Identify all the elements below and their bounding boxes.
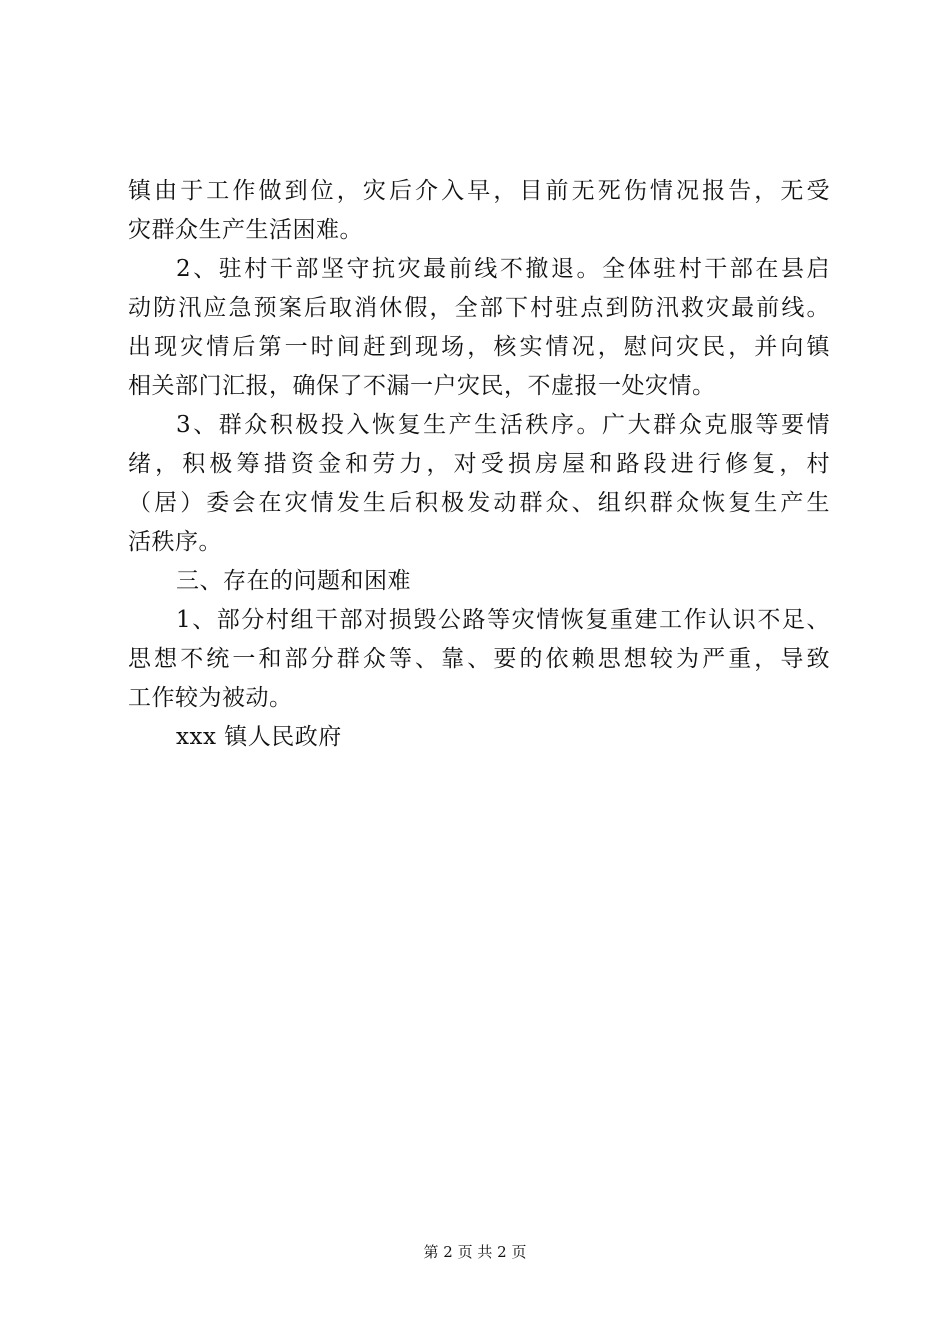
paragraph-line: 3、群众积极投入恢复生产生活秩序。广大群众克服等要情 [176,412,830,438]
paragraph-line: 2、驻村干部坚守抗灾最前线不撤退。全体驻村干部在县启 [176,256,830,282]
paragraph-line: 工作较为被动。 [128,685,293,711]
paragraph-line: 绪，积极筹措资金和劳力，对受损房屋和路段进行修复，村 [128,451,830,477]
paragraph-line: 思想不统一和部分群众等、靠、要的依赖思想较为严重，导致 [128,646,830,672]
paragraph-line: 灾群众生产生活困难。 [128,217,363,243]
section-heading: 三、存在的问题和困难 [176,568,411,594]
paragraph-line: 动防汛应急预案后取消休假，全部下村驻点到防汛救灾最前线。 [128,295,830,321]
paragraph-line: 出现灾情后第一时间赶到现场，核实情况，慰问灾民，并向镇 [128,334,830,360]
paragraph-line: （居）委会在灾情发生后积极发动群众、组织群众恢复生产生 [128,490,830,516]
document-body [128,172,830,757]
paragraph-line: 1、部分村组干部对损毁公路等灾情恢复重建工作认识不足、 [176,607,830,633]
page-number-footer: 第 2 页 共 2 页 [423,1243,527,1261]
paragraph-line: 相关部门汇报，确保了不漏一户灾民，不虚报一处灾情。 [128,373,716,399]
signature-line: xxx 镇人民政府 [176,724,342,750]
paragraph-line: 镇由于工作做到位，灾后介入早，目前无死伤情况报告，无受 [128,178,830,204]
paragraph-line: 活秩序。 [128,529,222,555]
